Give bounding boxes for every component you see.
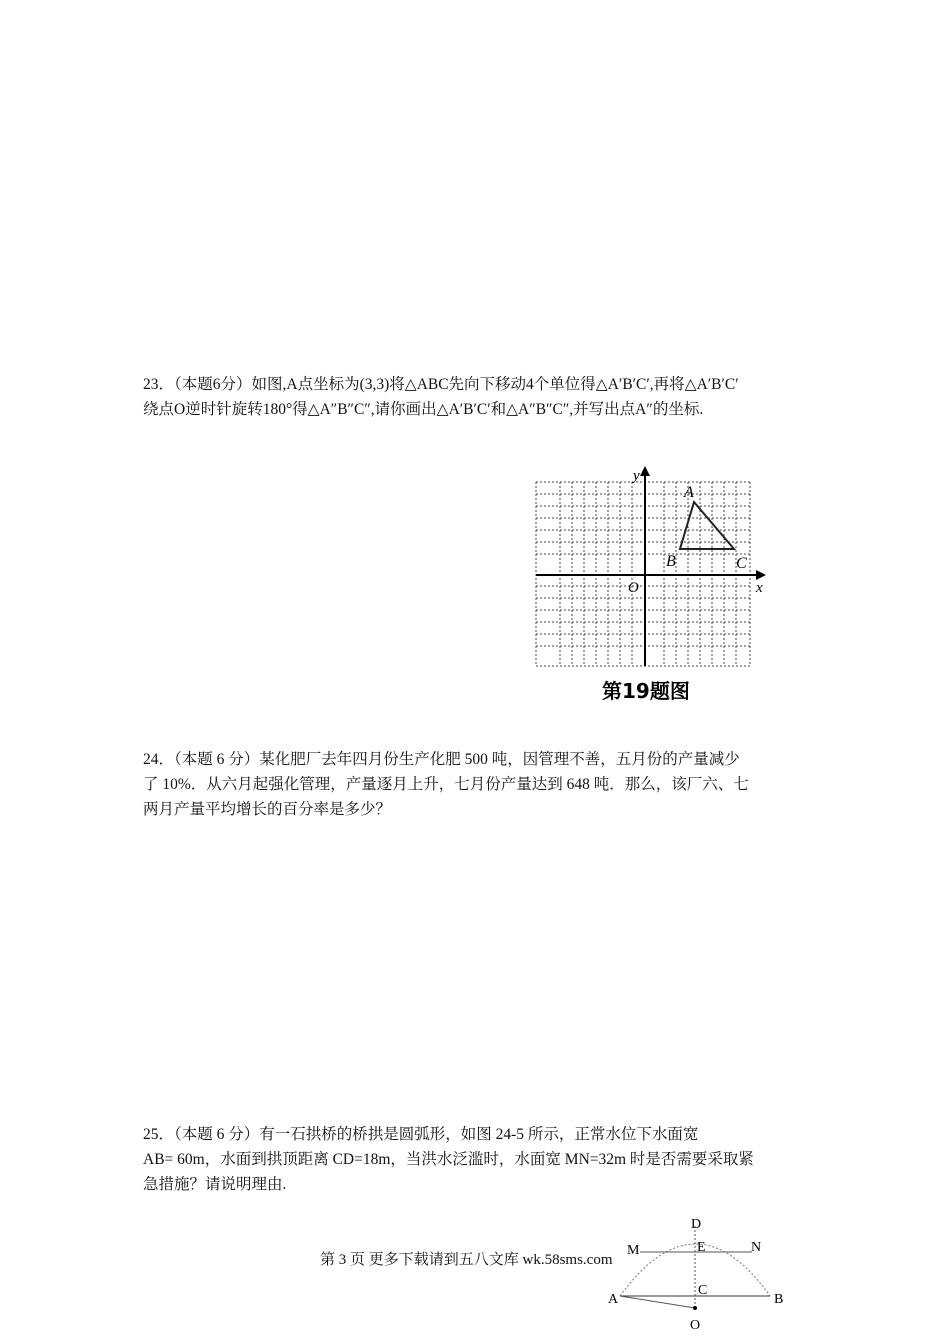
q25-line1: 25．（本题 6 分）有一石拱桥的桥拱是圆弧形，如图 24-5 所示，正常水位下水面宽	[143, 1126, 699, 1143]
q23-line1: 23．（本题6分）如图,A点坐标为(3,3)将△ABC先向下移动4个单位得△A′B′C′,再将△A′B′C′	[143, 376, 739, 393]
label-o: O	[690, 1318, 701, 1333]
coordinate-grid-figure	[530, 464, 770, 704]
q25-line3: 急措施？请说明理由.	[143, 1176, 287, 1193]
label-d: D	[691, 1217, 702, 1232]
x-axis-label: x	[756, 580, 763, 596]
label-b: B	[774, 1292, 784, 1307]
label-c: C	[698, 1283, 708, 1298]
question-24	[143, 747, 808, 822]
question-23	[143, 372, 808, 422]
line-ao	[620, 1296, 695, 1308]
figure-caption: 第19题图	[602, 679, 690, 703]
point-a-label: A	[684, 484, 694, 501]
point-c-label: C	[736, 555, 747, 572]
label-a: A	[608, 1292, 619, 1307]
question-25	[143, 1122, 808, 1197]
bridge-arch-figure	[600, 1214, 800, 1339]
y-axis-label: y	[633, 468, 640, 484]
label-e: E	[697, 1240, 706, 1255]
q24-line1: 24．（本题 6 分）某化肥厂去年四月份生产化肥 500 吨，因管理不善，五月份的产量减少	[143, 751, 740, 768]
label-n: N	[751, 1240, 762, 1255]
y-axis-arrow	[640, 466, 650, 476]
q24-line2: 了 10%．从六月起强化管理，产量逐月上升，七月份产量达到 648 吨．那么，该厂六、七	[143, 776, 749, 793]
q23-line2: 绕点O逆时针旋转180°得△A″B″C″,请你画出△A′B′C′和△A″B″C″,并写出点A″的坐标.	[143, 401, 704, 418]
x-axis-arrow	[756, 570, 766, 580]
center-point	[693, 1306, 697, 1310]
q24-line3: 两月产量平均增长的百分率是多少？	[143, 801, 392, 818]
label-m: M	[627, 1243, 640, 1258]
point-b-label: B	[666, 553, 676, 570]
origin-label: O	[628, 580, 639, 596]
q25-line2: AB= 60m，水面到拱顶距离 CD=18m，当洪水泛滥时，水面宽 MN=32m 时是否需要采取紧	[143, 1151, 754, 1168]
page-footer: 第 3 页 更多下载请到五八文库 wk.58sms.com	[320, 1252, 613, 1268]
